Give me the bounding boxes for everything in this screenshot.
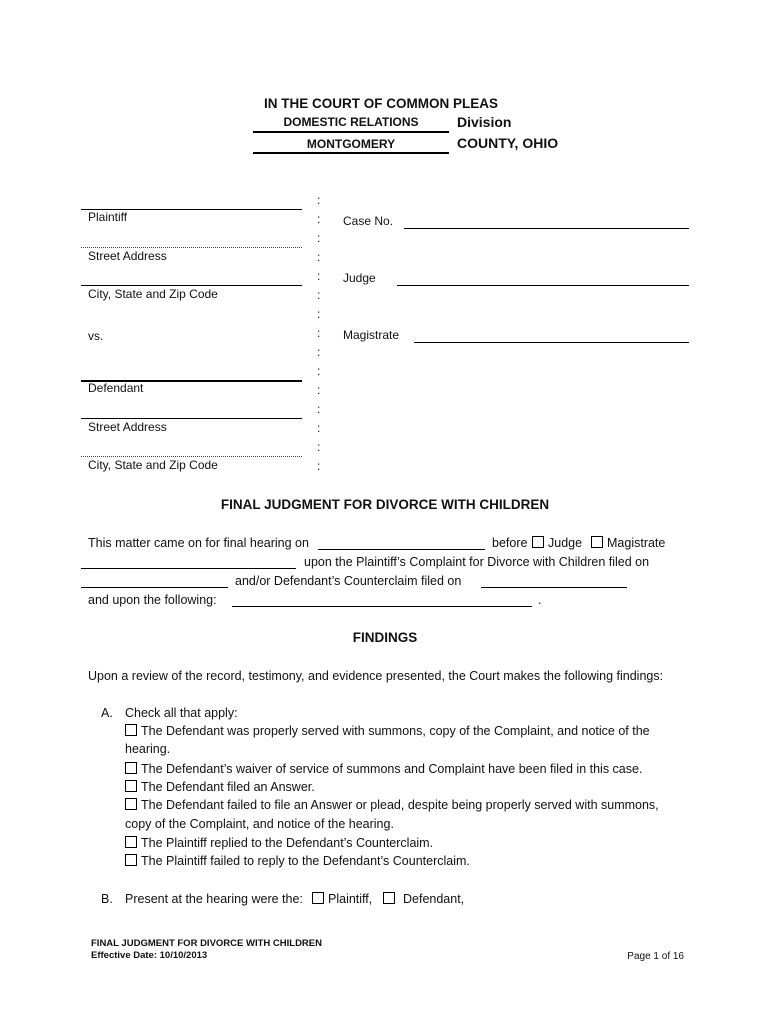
caption-colon: : — [317, 421, 321, 435]
finding-answer-text: The Defendant filed an Answer. — [141, 780, 315, 794]
county-underline — [253, 152, 449, 154]
division-underline — [253, 131, 449, 133]
case-no-field[interactable] — [404, 228, 689, 229]
finding-no-answer-continuation: copy of the Complaint, and notice of the hearing. — [125, 817, 394, 831]
case-no-label: Case No. — [343, 214, 394, 228]
finding-answer — [125, 780, 315, 794]
judge-option — [532, 536, 582, 550]
section-a-text: Check all that apply: — [125, 706, 238, 720]
caption-colon: : — [317, 402, 321, 416]
present-defendant — [383, 892, 464, 906]
plaintiff-city-label: City, State and Zip Code — [88, 287, 218, 301]
finding-replied — [125, 836, 433, 850]
caption-colon: : — [317, 212, 321, 226]
judge-field[interactable] — [397, 285, 689, 286]
complaint-date-field[interactable] — [81, 587, 228, 588]
finding-served-continuation: hearing. — [125, 742, 171, 756]
present-plaintiff-label: Plaintiff, — [328, 892, 373, 906]
county-value[interactable]: MONTGOMERY — [306, 137, 396, 151]
before-label: before — [492, 536, 528, 550]
caption-colon: : — [317, 383, 321, 397]
caption-colon: : — [317, 231, 321, 245]
caption-colon: : — [317, 364, 321, 378]
division-label: Division — [457, 114, 512, 130]
finding-no-reply-text: The Plaintiff failed to reply to the Defendant’s Counterclaim. — [141, 854, 470, 868]
section-a-label: A. — [101, 706, 113, 720]
findings-intro: Upon a review of the record, testimony, and evidence presented, the Court makes the following findings: — [88, 669, 664, 683]
following-period: . — [538, 593, 542, 607]
caption-colon: : — [317, 250, 321, 264]
finding-no-answer — [125, 798, 659, 812]
plaintiff-street-line[interactable] — [81, 247, 302, 248]
county-label: COUNTY, OHIO — [457, 135, 559, 151]
caption-colon: : — [317, 345, 321, 359]
hearing-intro: This matter came on for final hearing on — [88, 536, 309, 550]
present-defendant-label: Defendant, — [403, 892, 465, 906]
caption-colon: : — [317, 459, 321, 473]
vs-label: vs. — [88, 329, 104, 343]
section-b-text: Present at the hearing were the: — [125, 892, 303, 906]
hearing-date-field[interactable] — [318, 549, 485, 550]
complaint-text: upon the Plaintiff’s Complaint for Divorce with Children filed on — [304, 555, 650, 569]
defendant-city-line[interactable] — [81, 456, 302, 457]
finding-no-answer-text: The Defendant failed to file an Answer or plead, despite being properly served with summons, — [141, 798, 659, 812]
judge-checkbox[interactable] — [532, 536, 544, 548]
following-field[interactable] — [232, 606, 532, 607]
section-b-label: B. — [101, 892, 113, 906]
finding-waiver-text: The Defendant’s waiver of service of summons and Complaint have been filed in this case. — [141, 762, 643, 776]
plaintiff-city-line[interactable] — [81, 285, 302, 286]
findings-heading: FINDINGS — [352, 630, 418, 645]
caption-colon: : — [317, 326, 321, 340]
caption-colon: : — [317, 193, 321, 207]
magistrate-option-label: Magistrate — [607, 536, 666, 550]
present-plaintiff-checkbox[interactable] — [312, 892, 324, 904]
judge-option-label: Judge — [548, 536, 583, 550]
page-number: Page 1 of 16 — [627, 951, 684, 962]
counterclaim-text: and/or Defendant’s Counterclaim filed on — [235, 574, 462, 588]
plaintiff-label: Plaintiff — [88, 210, 128, 224]
caption-colon: : — [317, 269, 321, 283]
finding-answer-checkbox[interactable] — [125, 780, 137, 792]
magistrate-label: Magistrate — [343, 328, 400, 342]
defendant-city-label: City, State and Zip Code — [88, 458, 218, 472]
plaintiff-street-label: Street Address — [88, 249, 167, 263]
defendant-street-line[interactable] — [81, 418, 302, 419]
division-value[interactable]: DOMESTIC RELATIONS — [283, 115, 419, 129]
finding-served-text: The Defendant was properly served with summons, copy of the Complaint, and notice of the — [141, 724, 650, 738]
court-heading: IN THE COURT OF COMMON PLEAS — [264, 96, 498, 111]
magistrate-option — [591, 536, 665, 550]
present-plaintiff — [312, 892, 372, 906]
document-title: FINAL JUDGMENT FOR DIVORCE WITH CHILDREN — [220, 497, 550, 512]
finding-served — [125, 724, 650, 738]
finding-no-answer-checkbox[interactable] — [125, 798, 137, 810]
footer-form-title: FINAL JUDGMENT FOR DIVORCE WITH CHILDREN — [91, 938, 322, 949]
magistrate-field[interactable] — [414, 342, 689, 343]
finding-no-reply — [125, 854, 470, 868]
finding-no-reply-checkbox[interactable] — [125, 854, 137, 866]
caption-colon: : — [317, 288, 321, 302]
caption-colon: : — [317, 440, 321, 454]
finding-waiver-checkbox[interactable] — [125, 762, 137, 774]
following-text: and upon the following: — [88, 593, 217, 607]
hearing-continuation-field[interactable] — [81, 568, 296, 569]
present-defendant-checkbox[interactable] — [383, 892, 395, 904]
finding-replied-checkbox[interactable] — [125, 836, 137, 848]
finding-replied-text: The Plaintiff replied to the Defendant’s Counterclaim. — [141, 836, 434, 850]
counterclaim-date-field[interactable] — [481, 587, 627, 588]
magistrate-checkbox[interactable] — [591, 536, 603, 548]
finding-waiver — [125, 762, 642, 776]
defendant-label: Defendant — [88, 381, 144, 395]
defendant-street-label: Street Address — [88, 420, 167, 434]
caption-colon: : — [317, 307, 321, 321]
judge-label: Judge — [343, 271, 376, 285]
footer-effective-date: Effective Date: 10/10/2013 — [91, 950, 208, 961]
finding-served-checkbox[interactable] — [125, 724, 137, 736]
